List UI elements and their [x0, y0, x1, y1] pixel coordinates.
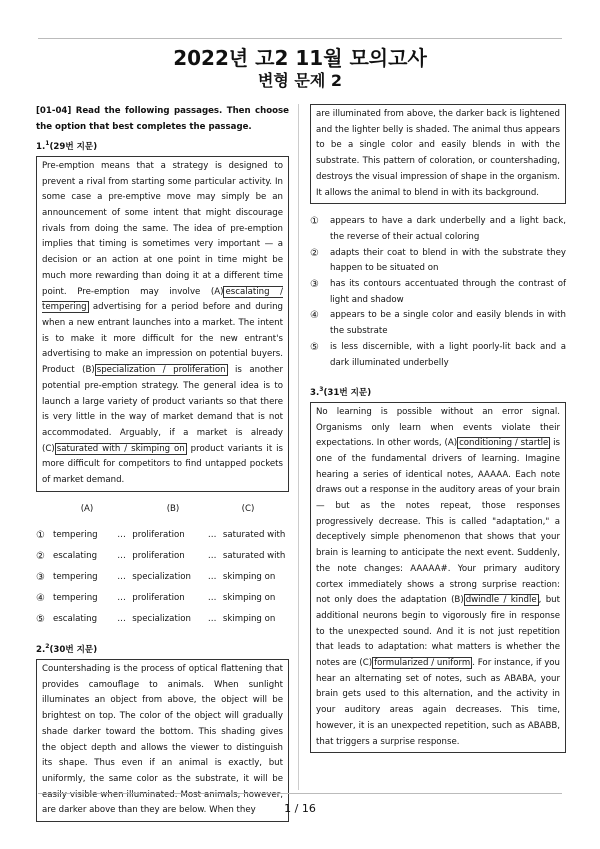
blank-a-box: escalating / tempering	[42, 286, 284, 313]
blank-c-box: saturated with / skimping on	[56, 443, 185, 454]
right-column	[310, 104, 566, 753]
option-row[interactable]: ③ tempering … specialization … skimping on	[36, 572, 276, 584]
question-1-passage: Pre-emption means that a strategy is designed to prevent a rival from starting some particular activity. In some case a pre-emptive move may simply be an announcement of some intent that might discourage rivals from doing the same. The idea of pre-emption implies that timing is sometimes very important — a decision or an action at one point in time might be much more rewarding than doing it at a different time point. Pre-emption may involve (A) escalating / tempering advertising for a period before and during when a new entrant launches into a market. The intent is to make it more difficult for the new entrant's advertising to make an impression on potential buyers. Product (B) specialization / proliferation is another potential pre-emption strategy. The general idea is to launch a large variety of product variants so that there is very little in the way of market demand that is not accommodated. Arguably, if a market is already (C) saturated with / skimping on product variants it is more difficult for competitors to find untapped pockets of market demand.	[36, 156, 289, 492]
page-subtitle: 변형 문제 2	[257, 71, 343, 90]
option-row[interactable]: ① tempering … proliferation … saturated with	[36, 530, 286, 542]
question-2-passage-left: Countershading is the process of optical flattening that provides camouflage to animals. When sunlight illuminates an object from above, the object will be brightest on top. The color of the object will gradually shade darker toward the bottom. This shading gives the object depth and allows the viewer to distinguish its shape. Thus even if an animal is exactly, but uniformly, the same color as the substrate, it will be easily visible when illuminated. Most animals, however, are darker above than they are below. When they	[36, 659, 289, 822]
question-3-passage: No learning is possible without an error signal. Organisms only learn when events violate their expectations. In other words, (A) conditioning / startle is one of the fundamental drivers of learning. Imagine hearing a series of identical notes, AAAAA. Each note draws out a response in the auditory areas of your brain — but as the notes repeat, those responses progressively decrease. This is called "adaptation," a deceptively simple phenomenon that shows that your brain is learning to anticipate the next event. Suddenly, the note changes: AAAAA#. Your primary auditory cortex immediately shows a strong surprise reaction: not only does the adaptation (B) dwindle / kindle , but additional neurons begin to vigorously fire in response to the unexpected sound. And it is not just repetition that leads to adaptation: what matters is whether the notes are (C) formularized / uniform . For instance, if you hear an alternating set of notes, such as ABABA, your brain gets used to this alternation, and the activity in your auditory areas again decreases. This time, however, it is an unexpected repetition, such as ABABB, that triggers a surprise response.	[310, 402, 566, 753]
blank-c-box: formularized / uniform	[374, 658, 471, 669]
question-2-options	[310, 214, 566, 371]
question-2-heading: 2.$^2$(30번 지문)	[36, 643, 98, 656]
blank-a-box: conditioning / startle	[459, 438, 549, 449]
option-row[interactable]: ⑤ escalating … specialization … skimping on	[36, 614, 276, 626]
option-item[interactable]: ② adapts their coat to blend in with the substrate they happen to be situated on	[310, 247, 566, 274]
option-item[interactable]: ① appears to have a dark underbelly and a light back, the reverse of their actual coloring	[310, 216, 566, 242]
option-item[interactable]: ③ has its contours accentuated through the contrast of light and shadow	[310, 279, 566, 305]
blank-b-box: specialization / proliferation	[96, 365, 226, 376]
question-2-passage-right: are illuminated from above, the darker back is lightened and the lighter belly is shaded. The animal thus appears to be a single color and easily blends in with the substrate. This pattern of coloration, or countershading, destroys the visual impression of shape in the organism. It allows the animal to blend in with its background.	[310, 104, 566, 204]
options-header: (A) (B) (C)	[80, 503, 255, 514]
page-number: 1 / 16	[284, 802, 316, 815]
bottom-rule	[38, 793, 562, 794]
top-rule	[38, 38, 562, 39]
question-1-heading: 1.$^1$(29번 지문)	[36, 140, 98, 153]
option-item[interactable]: ④ appears to be a single color and easily blends in with the substrate	[310, 310, 566, 337]
option-row[interactable]: ② escalating … proliferation … saturated with	[36, 551, 286, 563]
instructions: [01-04] Read the following passages. Then choose the option that best completes the passage.	[36, 106, 289, 132]
option-row[interactable]: ④ tempering … proliferation … skimping on	[36, 593, 276, 605]
option-item[interactable]: ⑤ is less discernible, with a light poorly-lit back and a dark illuminated underbelly	[310, 341, 566, 368]
blank-b-box: dwindle / kindle	[465, 595, 537, 606]
page-title: 2022년 고2 11월 모의고사	[173, 46, 427, 70]
column-divider	[298, 104, 299, 790]
left-column	[36, 104, 289, 822]
question-1-options	[36, 525, 289, 630]
question-3-heading: 3.$^3$(31번 지문)	[310, 386, 372, 399]
